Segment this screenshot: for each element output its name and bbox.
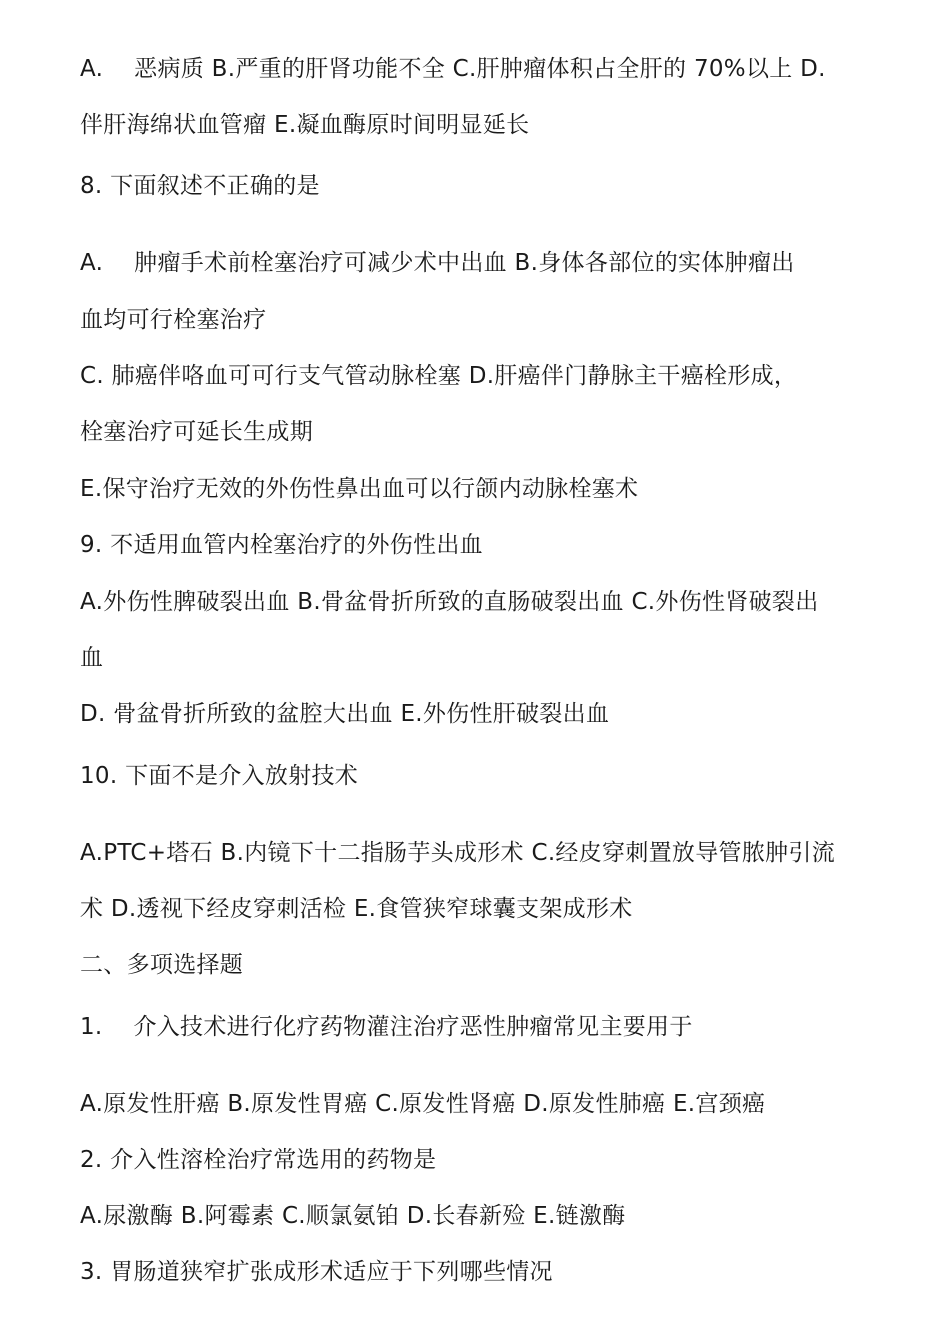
question-title: 2. 介入性溶栓治疗常选用的药物是 [80, 1147, 437, 1173]
question-title: 3. 胃肠道狭窄扩张成形术适应于下列哪些情况 [80, 1259, 553, 1285]
text-line: A.原发性肝癌 B.原发性胃癌 C.原发性肾癌 D.原发性肺癌 E.宫颈癌 [80, 1091, 766, 1117]
text-line: 术 D.透视下经皮穿刺活检 E.食管狭窄球囊支架成形术 [80, 896, 633, 922]
text-line: C. 肺癌伴咯血可可行支气管动脉栓塞 D.肝癌伴门静脉主干癌栓形成， [80, 363, 798, 389]
question-title: 1. 介入技术进行化疗药物灌注治疗恶性肿瘤常见主要用于 [80, 1014, 693, 1040]
text-line: A. 恶病质 B.严重的肝肾功能不全 C.肝肿瘤体积占全肝的 70%以上 D. [80, 56, 826, 82]
text-line: 血均可行栓塞治疗 [80, 307, 267, 333]
text-line: D. 骨盆骨折所致的盆腔大出血 E.外伤性肝破裂出血 [80, 701, 610, 727]
text-line: A.尿激酶 B.阿霉素 C.顺氯氨铂 D.长春新殓 E.链激酶 [80, 1203, 626, 1229]
text-line: 栓塞治疗可延长生成期 [80, 419, 313, 445]
question-title: 8. 下面叙述不正确的是 [80, 173, 320, 199]
text-line: A. 肿瘤手术前栓塞治疗可减少术中出血 B.身体各部位的实体肿瘤出 [80, 250, 795, 276]
text-line: A.PTC+塔石 B.内镜下十二指肠芋头成形术 C.经皮穿刺置放导管脓肿引流 [80, 840, 836, 866]
text-line: E.保守治疗无效的外伤性鼻出血可以行颌内动脉栓塞术 [80, 476, 639, 502]
question-title: 9. 不适用血管内栓塞治疗的外伤性出血 [80, 532, 483, 558]
section-heading: 二、多项选择题 [80, 952, 244, 978]
text-line: 血 [80, 645, 104, 671]
text-line: 伴肝海绵状血管瘤 E.凝血酶原时间明显延长 [80, 112, 530, 138]
text-line: A.外伤性脾破裂出血 B.骨盆骨折所致的直肠破裂出血 C.外伤性肾破裂出 [80, 589, 819, 615]
question-title: 10. 下面不是介入放射技术 [80, 763, 359, 789]
